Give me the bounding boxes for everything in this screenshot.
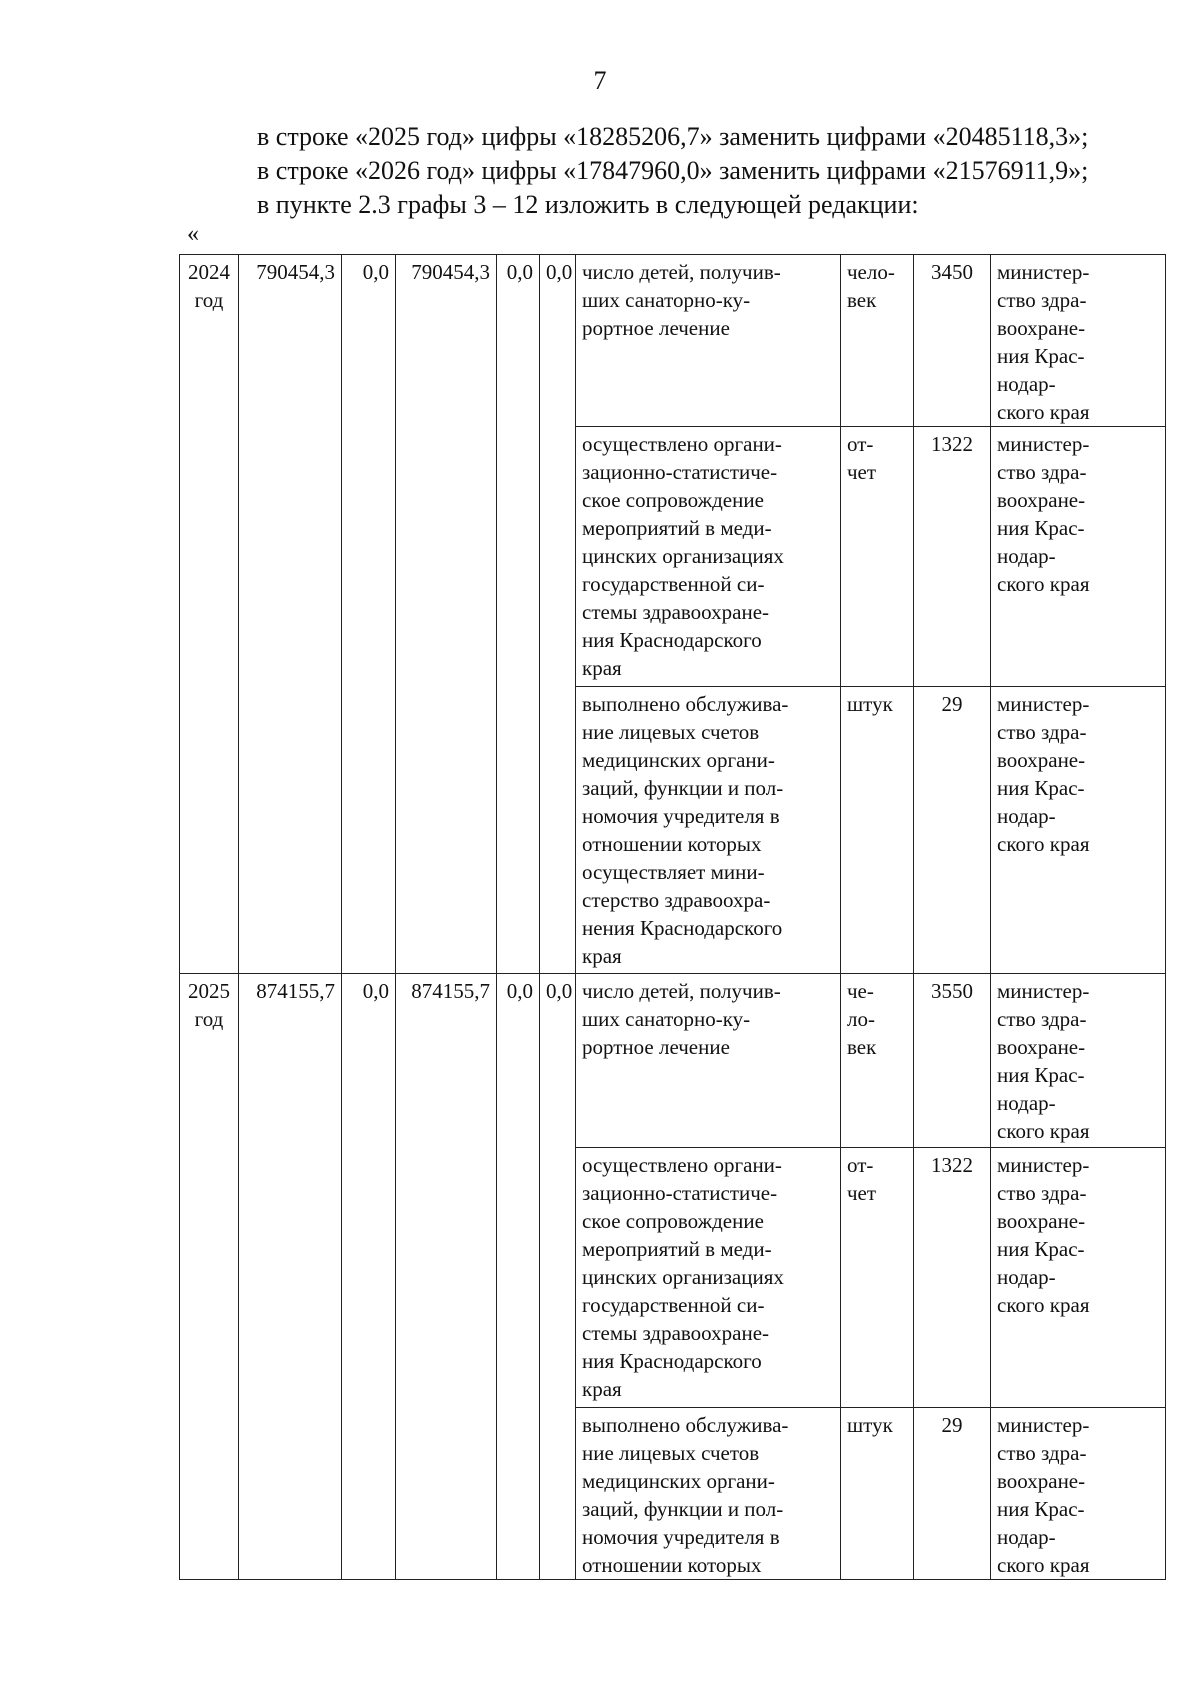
intro-line: в строке «2025 год» цифры «18285206,7» заменить цифрами «20485118,3»; [257,122,1089,151]
value-cell: 29 [914,687,991,974]
year-cell: 2025 год [180,974,239,1580]
value-cell: 1322 [914,1148,991,1408]
unit-cell: штук [841,1408,914,1580]
table-row [180,974,1166,1148]
amount-cell: 790454,3 [396,255,497,974]
indicator-cell: число детей, получив- ших санаторно-ку- рортное лечение [576,974,841,1148]
amount-cell: 0,0 [540,255,576,974]
intro-paragraph [257,120,1177,222]
responsible-cell: министер- ство здра- воохране- ния Крас- нодар- ского края [991,687,1166,974]
value-cell: 1322 [914,427,991,687]
indicator-cell: осуществлено органи- зационно-статистиче- ское сопровождение мероприятий в меди- цинских организациях государственной си- стемы здравоохране- ния Краснодарского края [576,1148,841,1408]
amount-cell: 874155,7 [396,974,497,1580]
responsible-cell: министер- ство здра- воохране- ния Крас- нодар- ского края [991,1408,1166,1580]
amount-cell: 0,0 [342,255,396,974]
intro-line: в пункте 2.3 графы 3 – 12 изложить в следующей редакции: [257,190,919,219]
responsible-cell: министер- ство здра- воохране- ния Крас- нодар- ского края [991,427,1166,687]
amendment-table [179,254,1166,1580]
indicator-cell: выполнено обслужива- ние лицевых счетов медицинских органи- заций, функции и пол- номочия учредителя в отношении которых осуществляет мини- стерство здравоохра- нения Краснодарского края [576,687,841,974]
value-cell: 3550 [914,974,991,1148]
indicator-cell: осуществлено органи- зационно-статистиче- ское сопровождение мероприятий в меди- цинских организациях государственной си- стемы здравоохране- ния Краснодарского края [576,427,841,687]
indicator-cell: выполнено обслужива- ние лицевых счетов медицинских органи- заций, функции и пол- номочия учредителя в отношении которых [576,1408,841,1580]
responsible-cell: министер- ство здра- воохране- ния Крас- нодар- ского края [991,1148,1166,1408]
intro-line: в строке «2026 год» цифры «17847960,0» заменить цифрами «21576911,9»; [257,156,1089,185]
amount-cell: 0,0 [497,255,540,974]
amount-cell: 0,0 [540,974,576,1580]
unit-cell: чело- век [841,255,914,427]
value-cell: 3450 [914,255,991,427]
unit-cell: от- чет [841,1148,914,1408]
amount-cell: 0,0 [342,974,396,1580]
opening-quote: « [187,221,199,247]
total-cell: 874155,7 [239,974,342,1580]
indicator-cell: число детей, получив- ших санаторно-ку- рортное лечение [576,255,841,427]
responsible-cell: министер- ство здра- воохране- ния Крас- нодар- ского края [991,974,1166,1148]
unit-cell: че- ло- век [841,974,914,1148]
amount-cell: 0,0 [497,974,540,1580]
table-row [180,255,1166,427]
page-number: 7 [593,66,607,95]
unit-cell: штук [841,687,914,974]
year-cell: 2024 год [180,255,239,974]
value-cell: 29 [914,1408,991,1580]
unit-cell: от- чет [841,427,914,687]
total-cell: 790454,3 [239,255,342,974]
responsible-cell: министер- ство здра- воохране- ния Крас- нодар- ского края [991,255,1166,427]
